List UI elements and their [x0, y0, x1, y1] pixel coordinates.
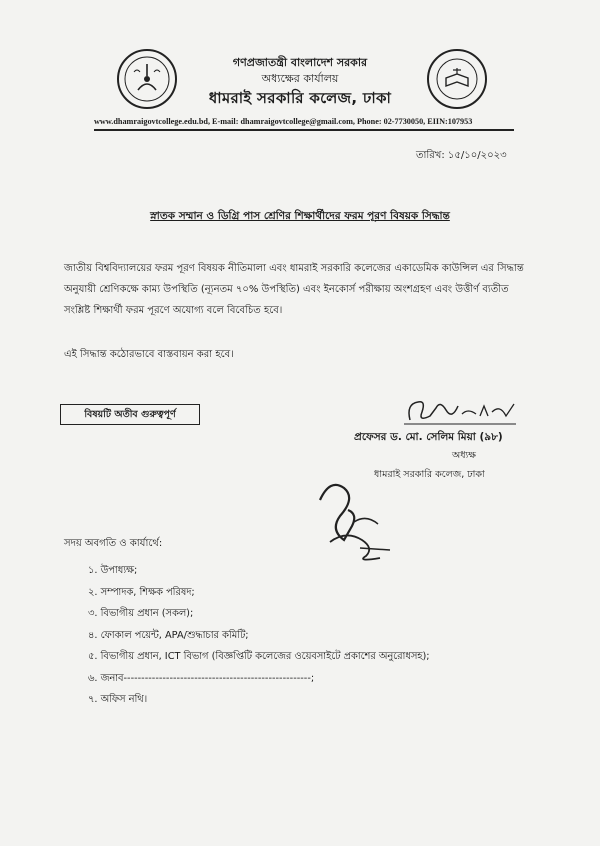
signatory-title: অধ্যক্ষ [452, 450, 477, 461]
contact-line: www.dhamraigovtcollege.edu.bd, E-mail: dhamraigovtcollege@gmail.com, Phone: 02-7730050, EIIN:107953 [94, 117, 473, 126]
body-paragraph: জাতীয় বিশ্ববিদ্যালয়ের ফরম পূরণ বিষয়ক নীতিমালা এবং ধামরাই সরকারি কলেজের একাডেমিক কাউন্সিল এর সিদ্ধান্ত অনুযায়ী শ্রেণিকক্ষে কাম্য উপস্থিতি (ন্যূনতম ৭০% উপস্থিতি) এবং ইনকোর্স পরীক্ষায় অংশগ্রহণ এবং উত্তীর্ণ ব্যতীত সংশ্লিষ্ট শিক্ষার্থী ফরম পূরণে অযোগ্য বলে বিবেচিত হবে। [64, 263, 524, 316]
government-title: গণপ্রজাতন্ত্রী বাংলাদেশ সরকার [232, 56, 368, 69]
date: তারিখ: ১৫/১০/২০২৩ [416, 150, 507, 161]
distribution-heading: সদয় অবগতি ও কার্যার্থে: [64, 538, 163, 549]
list-item: ৬. জনাব-----------------------------------------------------; [88, 672, 315, 684]
subject-text: স্নাতক সম্মান ও ডিগ্রি পাস শ্রেণির শিক্ষার্থীদের ফরম পূরণ বিষয়ক সিদ্ধান্ত [150, 210, 450, 222]
important-note-box: বিষয়টি অতীব গুরুত্বপূর্ণ [60, 404, 200, 425]
handwritten-initial-icon [300, 470, 410, 570]
list-item: ৩. বিভাগীয় প্রধান (সকল); [88, 608, 194, 619]
list-item: ৫. বিভাগীয় প্রধান, ICT বিভাগ (বিজ্ঞপ্তিটি কলেজের ওয়েবসাইটে প্রকাশের অনুরোধসহ); [88, 651, 430, 662]
list-item: ৭. অফিস নথি। [88, 694, 148, 705]
enforcement-line: এই সিদ্ধান্ত কঠোরভাবে বাস্তবায়ন করা হবে। [64, 349, 234, 360]
signature-icon [396, 390, 526, 430]
list-item: ৪. ফোকাল পয়েন্ট, APA/শুদ্ধাচার কমিটি; [88, 629, 249, 641]
distribution-list [88, 560, 430, 711]
list-item: ২. সম্পাদক, শিক্ষক পরিষদ; [88, 586, 195, 598]
subject-heading [0, 209, 600, 226]
signatory-college: ধামরাই সরকারি কলেজ, ঢাকা [374, 469, 485, 480]
signatory-name: প্রফেসর ড. মো. সেলিম মিয়া (৯৮) [354, 431, 503, 443]
list-item: ১. উপাধ্যক্ষ; [88, 565, 138, 576]
college-title: ধামরাই সরকারি কলেজ, ঢাকা [208, 89, 392, 107]
header-divider [94, 129, 514, 131]
office-title: অধ্যক্ষের কার্যালয় [261, 72, 339, 85]
